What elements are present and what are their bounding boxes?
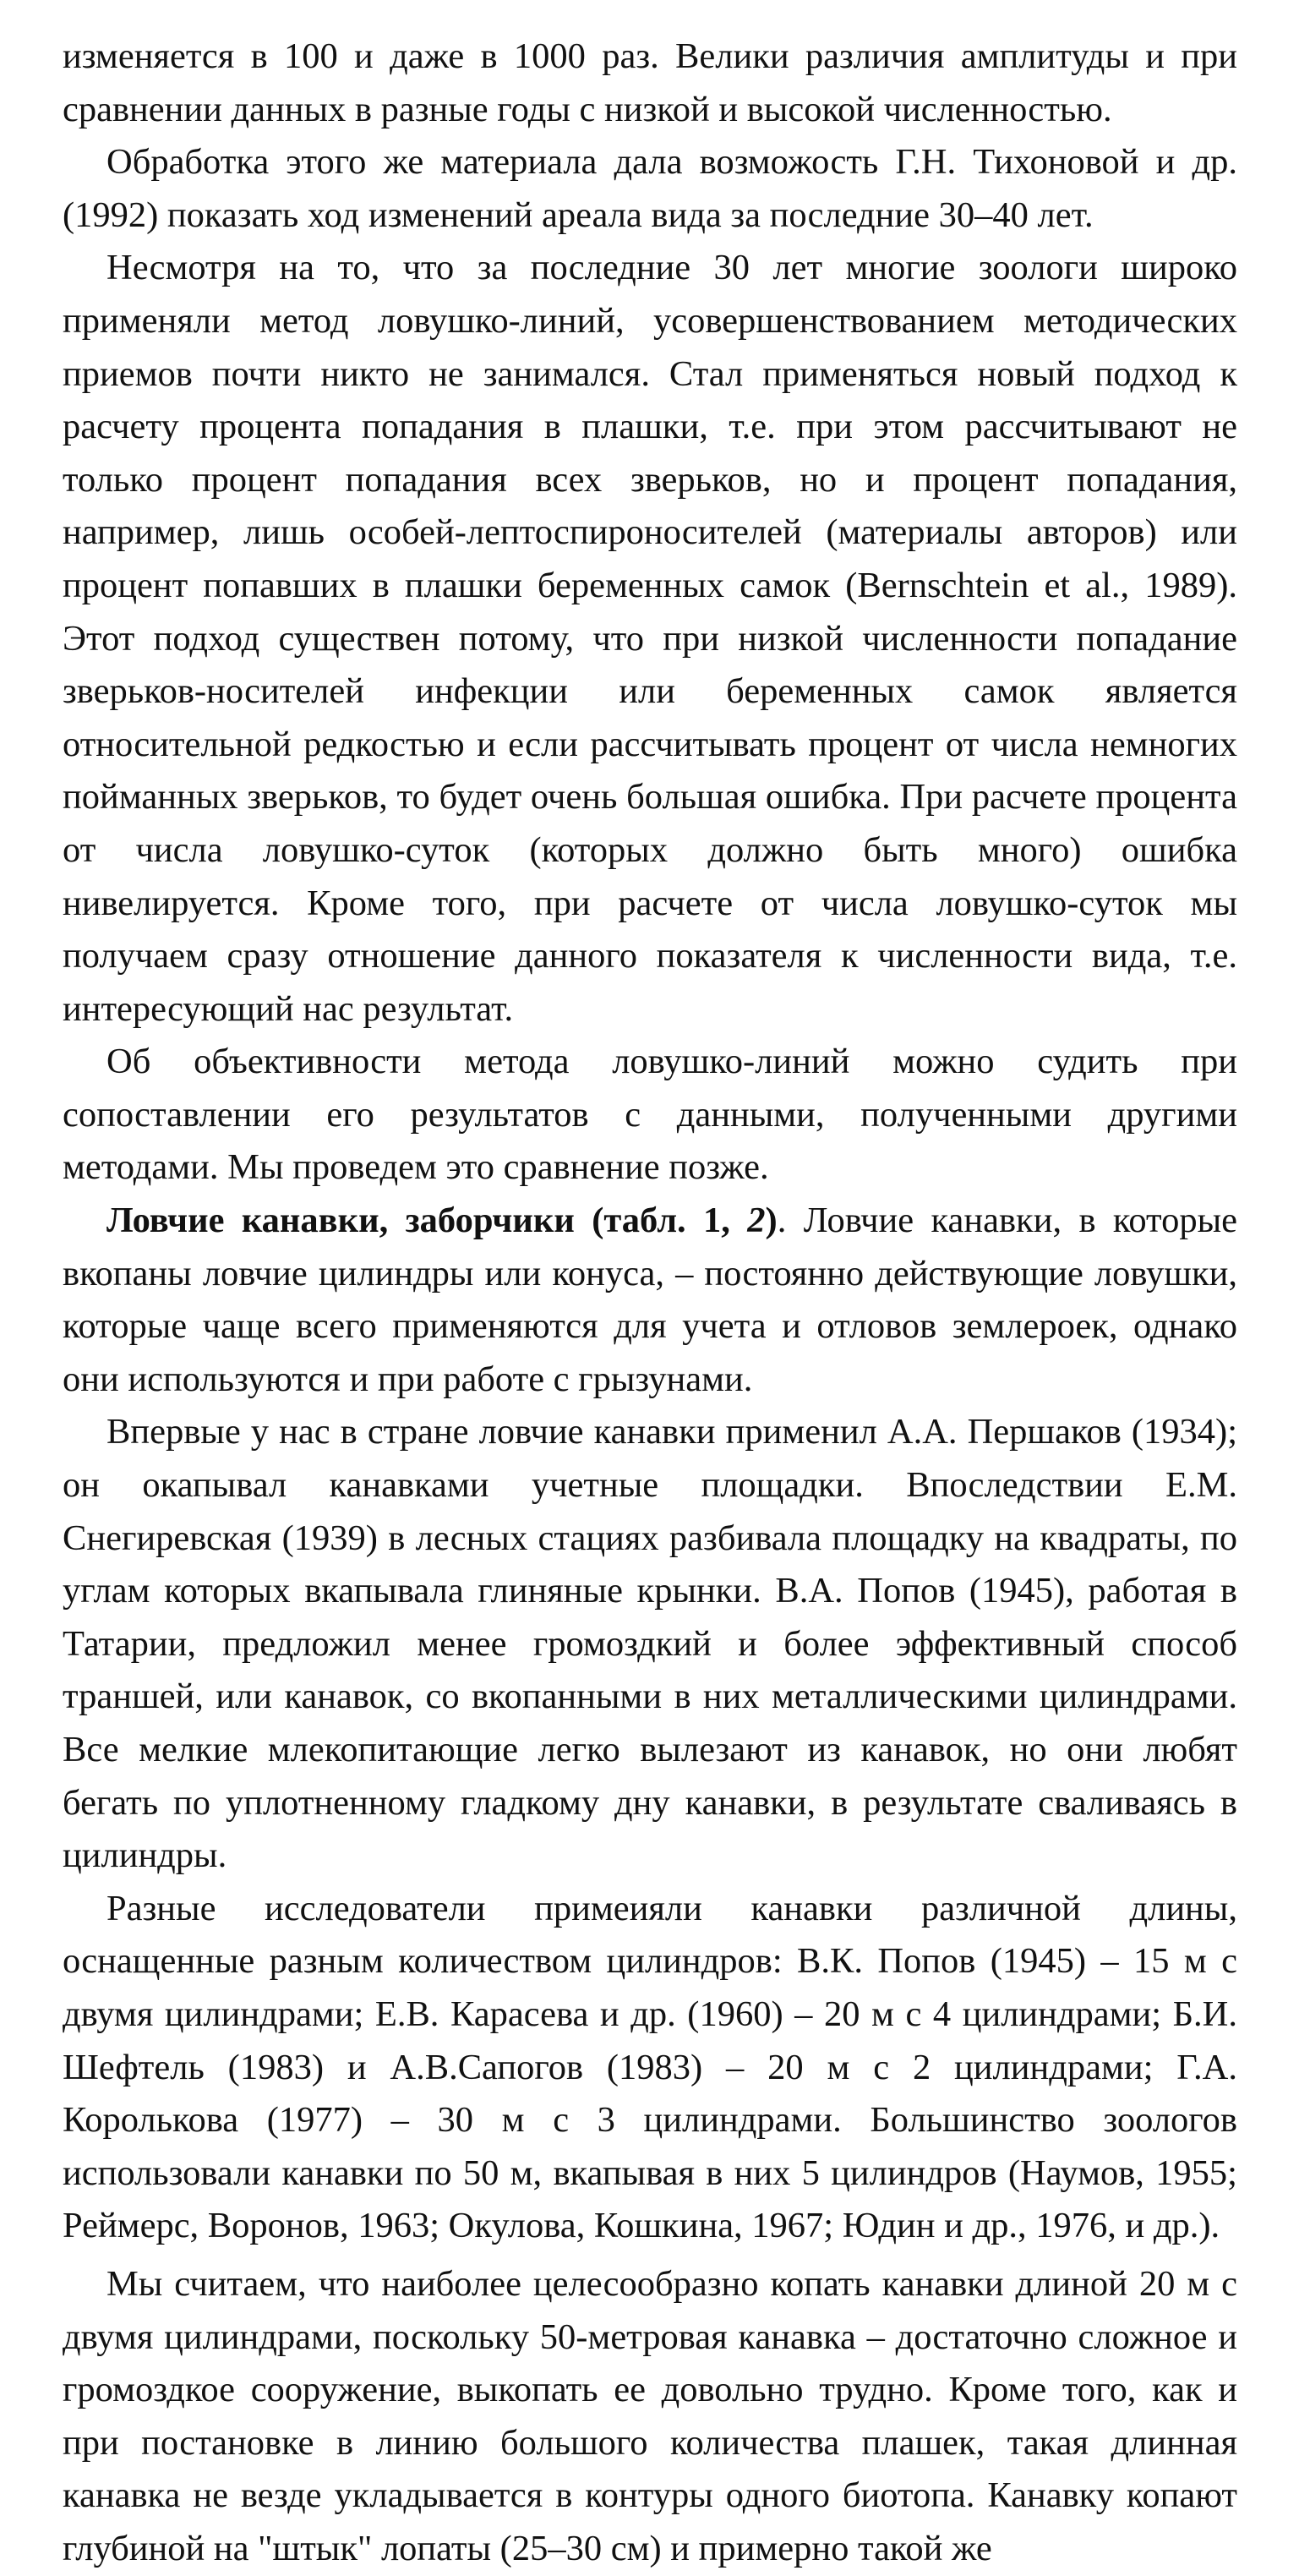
document-page [63,30,1237,2568]
paragraph-2: Обработка этого же материала дала возможость Г.Н. Тихоновой и др. (1992) показать ход изменений ареала вида за последние 30–40 лет. [63,142,1237,235]
paragraph-5-section-heading [63,1195,1237,1406]
paragraph-4: Об объективности метода ловушко-линий можно судить при сопоставлении его результатов с данными, полученными другими методами. Мы проведем это сравнение позже. [63,1042,1237,1188]
table-ref-italic: 2 [747,1200,766,1241]
paragraph-3: Несмотря на то, что за последние 30 лет многие зоологи широко применяли метод ловушко-линий, усовершенствованием методических приемов почти никто не занимался. Стал применяться новый подход к расчету процента попадания в плашки, т.е. при этом рассчитывают не только процент попадания всех зверьков, но и процент попадания, например, лишь особей-лептоспироносителей (материалы авторов) или процент попавших в плашки беременных самок (Bernschtein et al., 1989). Этот подход существен потому, что при низкой численности попадание зверьков-носителей инфекции или беременных самок является относительной редкостью и если рассчитывать процент от числа немногих пойманных зверьков, то будет очень большая ошибка. При расчете процента от числа ловушко-суток (которых должно быть много) ошибка нивелируется. Кроме того, при расчете от числа ловушко-суток мы получаем сразу отношение данного показателя к численности вида, т.е. интересующий нас результат. [63,248,1237,1029]
paragraph-7: Разные исследователи примеияли канавки различной длины, оснащенные разным количеством цилиндров: В.К. Попов (1945) – 15 м с двумя цилиндрами; Е.В. Карасева и др. (1960) – 20 м с 4 цилиндрами; Б.И. Шефтель (1983) и А.В.Сапогов (1983) – 20 м с 2 цилиндрами; Г.А. Королькова (1977) – 30 м с 3 цилиндрами. Большинство зоологов использовали канавки по 50 м, вкапывая в них 5 цилиндров (Наумов, 1955; Реймерс, Воронов, 1963; Окулова, Кошкина, 1967; Юдин и др., 1976, и др.). [63,1888,1237,2246]
paragraph-5-body: . Ловчие канавки, в которые вкопаны ловчие цилиндры или конуса, – постоянно действующие ловушки, которые чаще всего применяются для учета и отловов землероек, однако они используются и при работе с грызунами. [63,1200,1237,1399]
paragraph-6: Впервые у нас в стране ловчие канавки применил А.А. Першаков (1934); он окапывал канавками учетные площадки. Впоследствии Е.М. Снегиревская (1939) в лесных стациях разбивала площадку на квадраты, по углам которых вкапывала глиняные крынки. В.А. Попов (1945), работая в Татарии, предложил менее громоздкий и более эффективный способ траншей, или канавок, со вкопанными в них металлическими цилиндрами. Все мелкие млекопитающие легко вылезают из канавок, но они любят бегать по уплотненному гладкому дну канавки, в результате сваливаясь в цилиндры. [63,1412,1237,1876]
paragraph-8: Мы считаем, что наиболее целесообразно копать канавки длиной 20 м с двумя цилиндрами, поскольку 50-метровая канавка – достаточно сложное и громоздкое сооружение, выкопать ее довольно трудно. Кроме того, как и при постановке в линию большого количества плашек, такая длинная канавка не везде укладывается в контуры одного биотопа. Канавку копают глубиной на "штык" лопаты (25–30 см) и примерно такой же [63,2263,1237,2568]
paragraph-1: изменяется в 100 и даже в 1000 раз. Велики различия амплитуды и при сравнении данных в разные годы с низкой и высокой численностью. [63,36,1237,129]
section-heading-bold: Ловчие канавки, заборчики (табл. 1, [106,1200,748,1241]
section-heading-close: ) [765,1200,778,1241]
